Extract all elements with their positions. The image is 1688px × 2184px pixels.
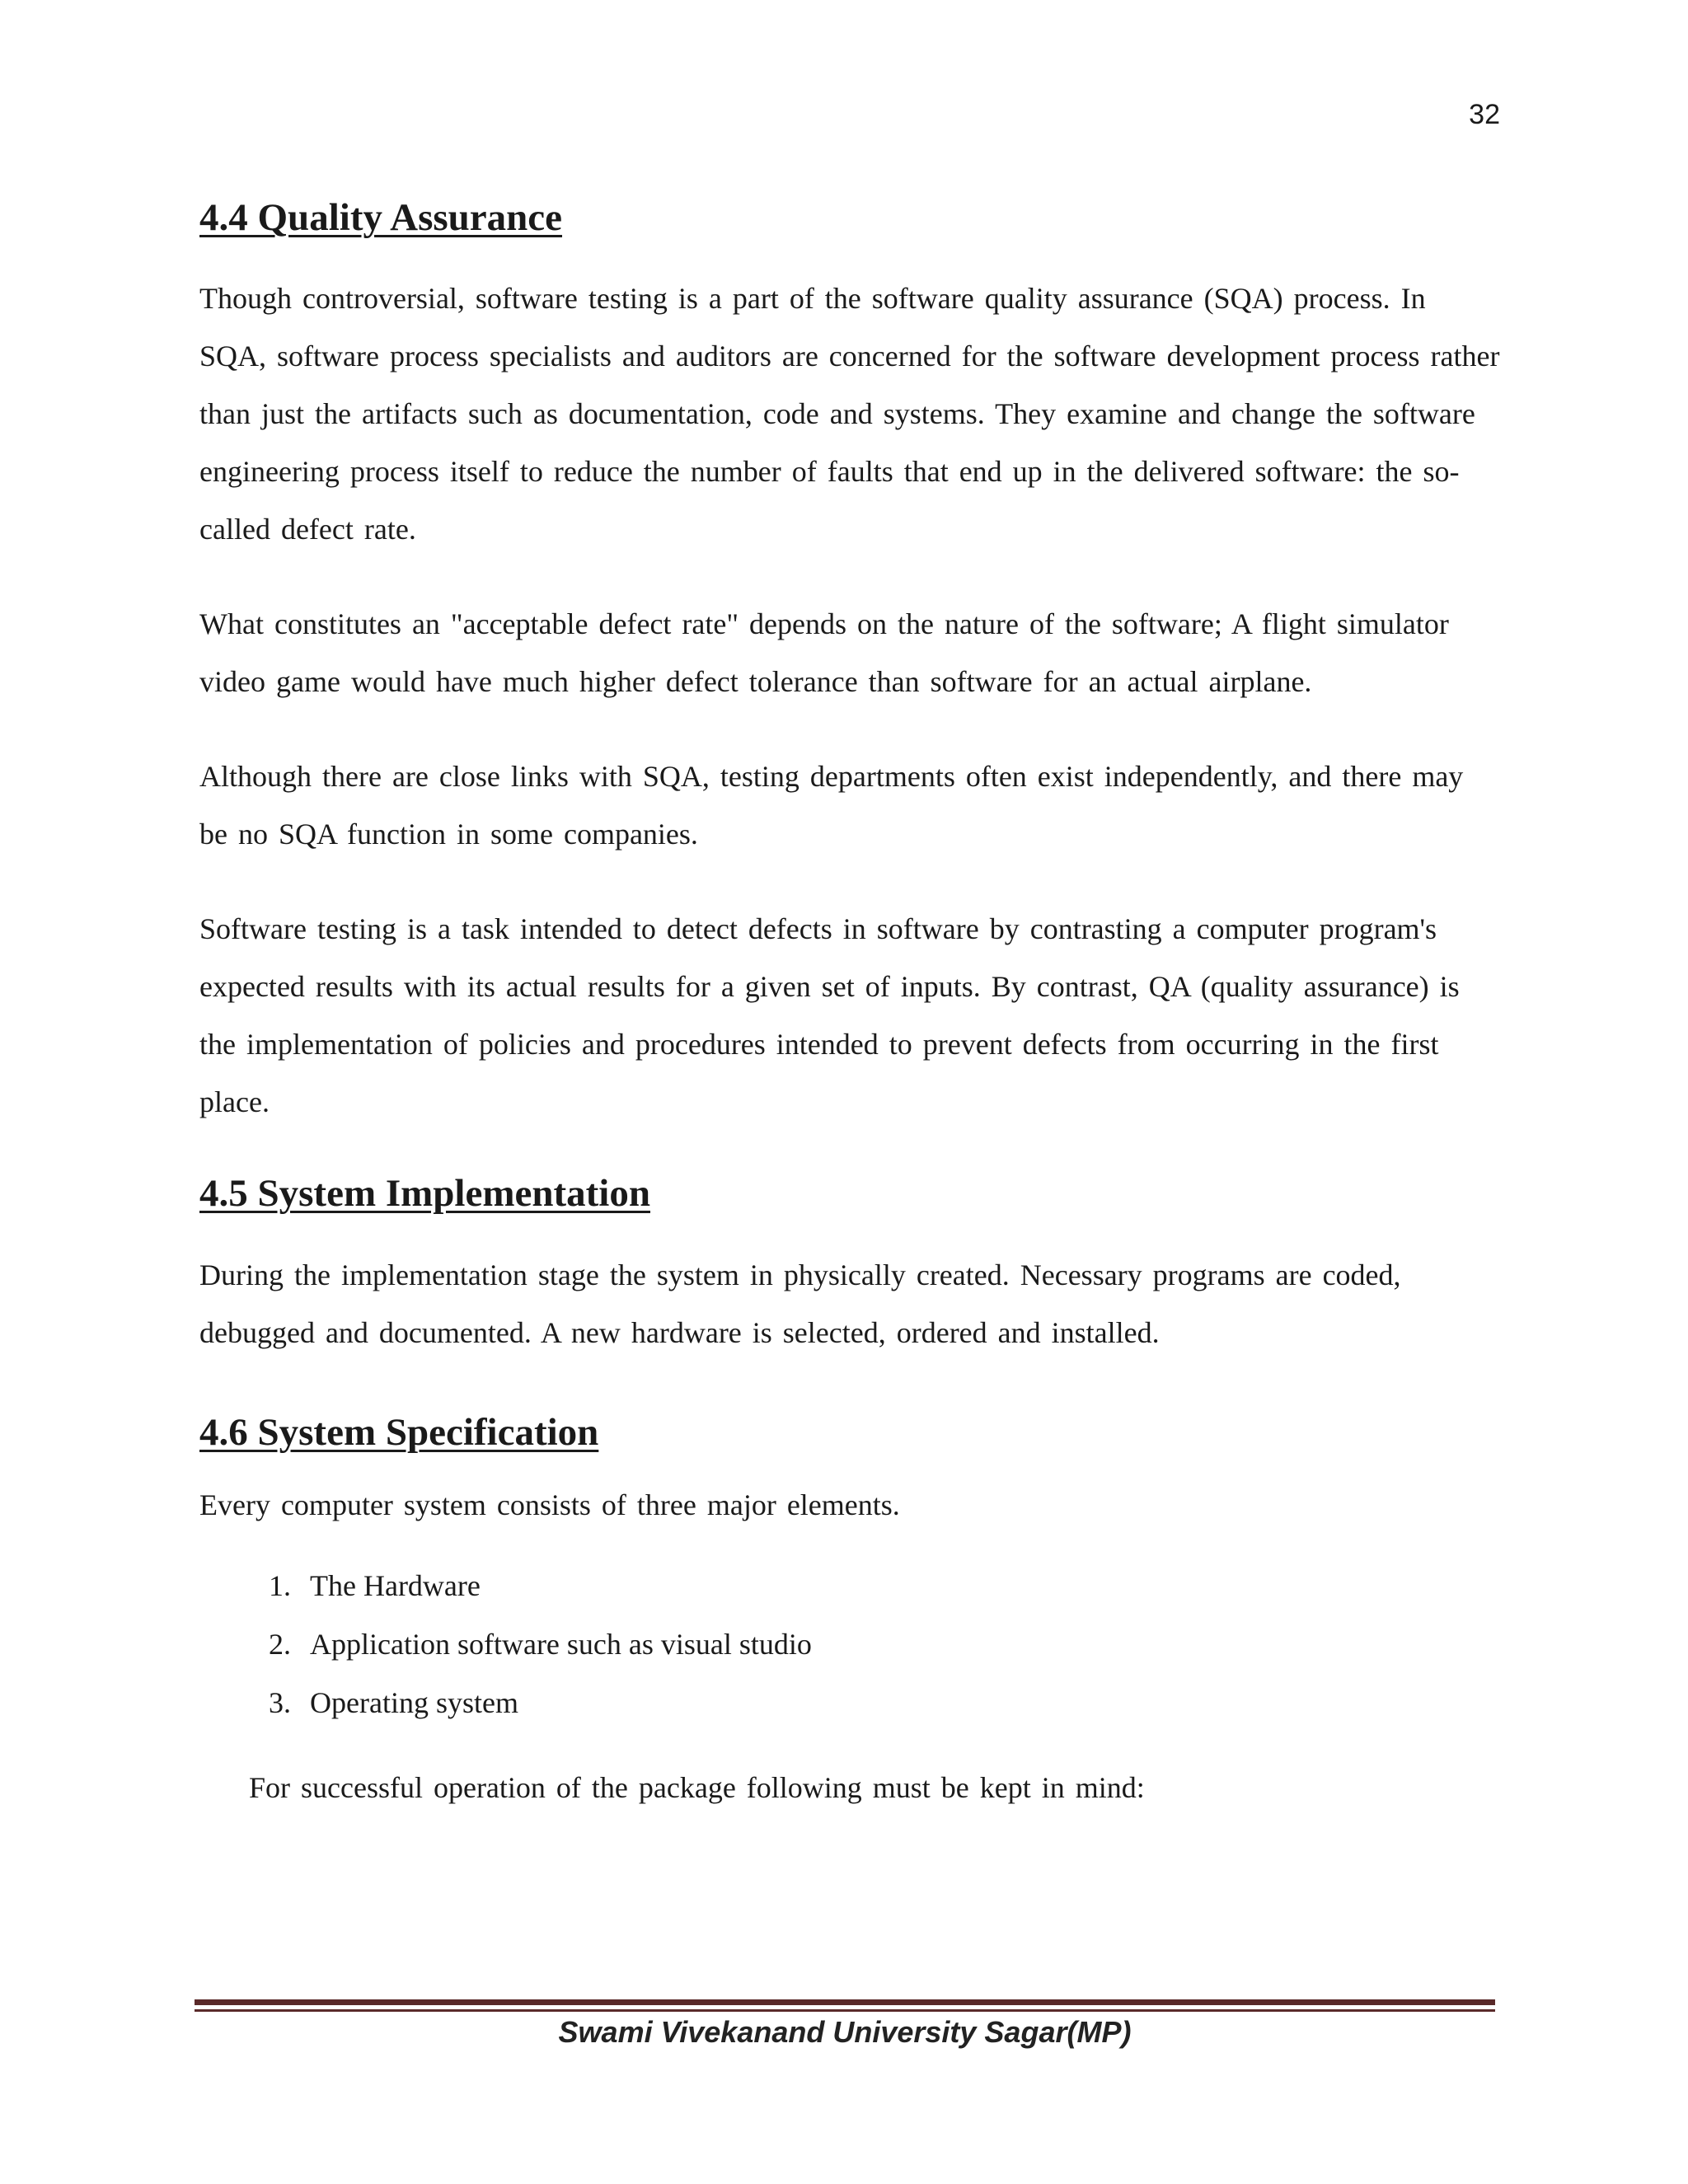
footer-text: Swami Vivekanand University Sagar(MP) xyxy=(558,2015,1132,2049)
list-item: 2. Application software such as visual studio xyxy=(298,1615,1502,1674)
elements-list xyxy=(199,1557,1502,1732)
footer-rule xyxy=(195,2009,1495,2012)
list-item: 3. Operating system xyxy=(298,1674,1502,1732)
section-heading-quality-assurance: 4.4 Quality Assurance xyxy=(199,196,563,239)
paragraph: Every computer system consists of three major elements. xyxy=(199,1488,900,1522)
section-heading-system-specification: 4.6 System Specification xyxy=(199,1410,599,1454)
paragraph: For successful operation of the package following must be kept in mind: xyxy=(249,1771,1145,1805)
list-item: 1. The Hardware xyxy=(298,1557,1502,1615)
paragraph: During the implementation stage the system in physically created. Necessary programs are coded, debugged and documented. A new hardware is selected, ordered and installed. xyxy=(199,1258,1401,1349)
footer-rule xyxy=(195,1999,1495,2005)
paragraph: Although there are close links with SQA, testing departments often exist independently, and there may be no SQA function in some companies. xyxy=(199,760,1464,851)
paragraph: What constitutes an "acceptable defect rate" depends on the nature of the software; A flight simulator video game would have much higher defect tolerance than software for an actual airplane. xyxy=(199,607,1449,699)
section-heading-system-implementation: 4.5 System Implementation xyxy=(199,1172,650,1216)
page-content xyxy=(199,190,1502,1816)
paragraph: Though controversial, software testing is a part of the software quality assurance (SQA) process. In SQA, software process specialists and auditors are concerned for the software development process rather than just the artifacts such as documentation, code and systems. They examine and change the software engineering process itself to reduce the number of faults that end up in the delivered software: the so-called defect rate. xyxy=(199,282,1500,546)
page-number: 32 xyxy=(1469,99,1500,130)
paragraph: Software testing is a task intended to detect defects in software by contrasting a computer program's expected results with its actual results for a given set of inputs. By contrast, QA (quality assurance) is the implementation of policies and procedures intended to prevent defects from occurring in the first place. xyxy=(199,912,1460,1119)
